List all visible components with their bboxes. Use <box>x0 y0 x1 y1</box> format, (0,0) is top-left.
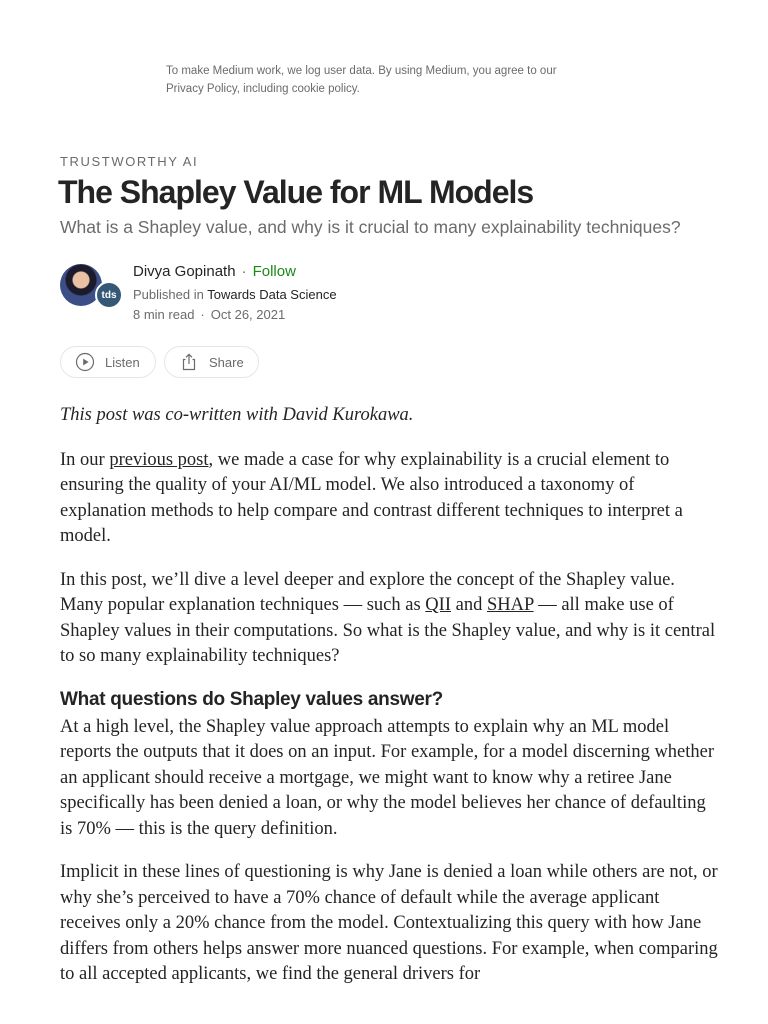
publication-row <box>133 287 337 302</box>
previous-post-link[interactable]: previous post <box>109 449 209 470</box>
qii-link[interactable]: QII <box>425 595 451 615</box>
separator-dot: · <box>200 307 205 322</box>
share-button[interactable] <box>164 346 259 378</box>
author-name[interactable]: Divya Gopinath <box>133 263 236 280</box>
article-subtitle: What is a Shapley value, and why is it crucial to many explainability techniques? <box>60 217 681 237</box>
cookie-notice: To make Medium work, we log user data. By using Medium, you agree to our Privacy Policy, including cookie policy. <box>166 65 557 95</box>
paragraph-text: In our <box>60 449 110 470</box>
publication-badge[interactable]: tds <box>95 281 123 309</box>
follow-button[interactable]: Follow <box>252 263 296 280</box>
paragraph-text: and <box>450 595 487 615</box>
paragraph-implicit: Implicit in these lines of questioning is why Jane is denied a loan while others are not, or why she’s perceived to have a 70% chance of default while the average applicant receives only a 20% chance from the model. Contextualizing this query with how Jane differs from others helps answer more nuanced questions. For example, when comparing to all accepted applicants, we find the general drivers for <box>60 862 718 984</box>
article-meta <box>133 307 285 322</box>
read-time: 8 min read <box>133 307 195 322</box>
listen-button[interactable] <box>60 346 156 378</box>
coauthor-note: This post was co-written with David Kurokawa. <box>60 405 414 425</box>
paragraph-intro <box>60 448 720 550</box>
author-row <box>133 263 296 280</box>
section-heading: What questions do Shapley values answer? <box>60 688 443 710</box>
shap-link[interactable]: SHAP <box>486 595 534 615</box>
article-title: The Shapley Value for ML Models <box>58 174 534 210</box>
paragraph-text: In this post, we’ll dive a level deeper and explore the concept of the Shapley value. Many popular explanation techniques — such as <box>60 569 675 615</box>
publication-link[interactable]: Towards Data Science <box>207 287 337 302</box>
article-kicker[interactable]: TRUSTWORTHY AI <box>60 154 199 169</box>
listen-label: Listen <box>105 354 140 370</box>
separator-dot: · <box>241 263 247 280</box>
share-label: Share <box>209 354 244 370</box>
article-body <box>60 403 720 1006</box>
paragraph-high-level: At a high level, the Shapley value approach attempts to explain why an ML model reports the outputs that it does on an input. For example, for a model discerning whether an applicant should receive a mortgage, we might want to know why a retiree Jane specifically has been denied a loan, or why the model believes her chance of defaulting is 70% — this is the query definition. <box>60 716 715 839</box>
share-icon <box>179 352 199 372</box>
play-icon <box>75 352 95 372</box>
published-in-label: Published in <box>133 287 204 302</box>
publish-date: Oct 26, 2021 <box>210 307 286 322</box>
paragraph-text: , we made a case for why explainability is a crucial element to ensuring the quality of your AI/ML model. We also introduced a taxonomy of explanation methods to help compare and contrast different techniques to interpret a model. <box>60 449 683 546</box>
paragraph-shapley-intro <box>60 568 720 670</box>
paragraph-text: — all make use of Shapley values in their computations. So what is the Shapley value, and why is it central to so many explainability techniques? <box>60 595 716 666</box>
